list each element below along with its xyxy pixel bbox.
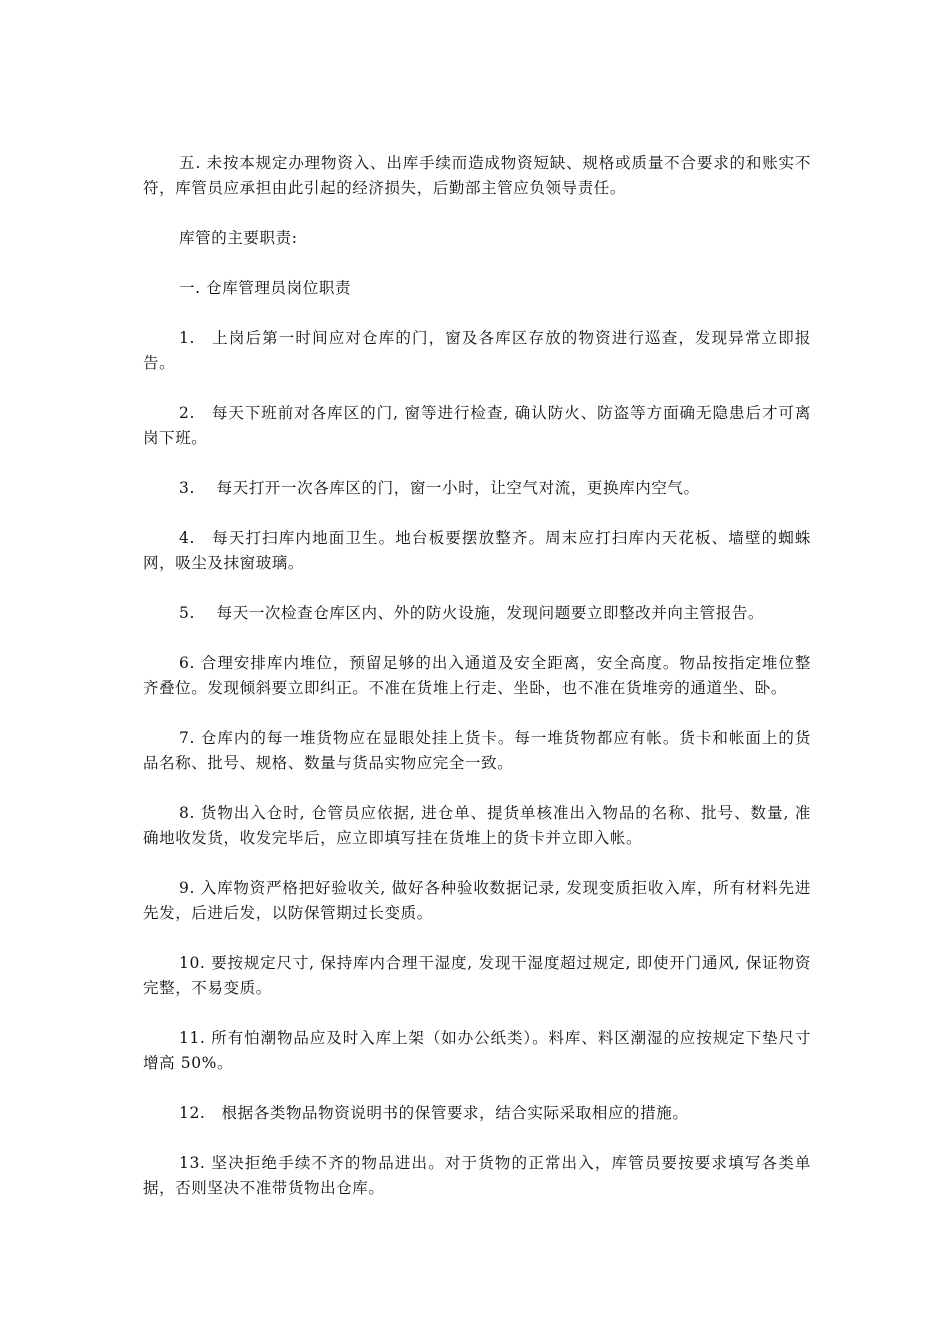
paragraph-item-1: 1. 上岗后第一时间应对仓库的门，窗及各库区存放的物资进行巡查，发现异常立即报告。: [143, 329, 811, 372]
paragraph-section-5: 五. 未按本规定办理物资入、出库手续而造成物资短缺、规格或质量不合要求的和账实不符，库管员应承担由此引起的经济损失，后勤部主管应负领导责任。: [143, 154, 811, 197]
paragraph-item-11: 11. 所有怕潮物品应及时入库上架（如办公纸类）。料库、料区潮湿的应按规定下垫尺寸增高 50%。: [143, 1029, 811, 1072]
paragraph-item-9: 9. 入库物资严格把好验收关, 做好各种验收数据记录, 发现变质拒收入库，所有材料先进先发，后进后发，以防保管期过长变质。: [143, 879, 811, 922]
paragraph-duties-heading: 库管的主要职责:: [179, 229, 298, 247]
paragraph-section-1-heading: 一. 仓库管理员岗位职责: [179, 279, 352, 297]
paragraph-item-10: 10. 要按规定尺寸, 保持库内合理干湿度, 发现干湿度超过规定, 即使开门通风, 保证物资完整，不易变质。: [143, 954, 811, 997]
paragraph-item-8: 8. 货物出入仓时, 仓管员应依据, 进仓单、提货单核准出入物品的名称、批号、数量, 准确地收发货，收发完毕后，应立即填写挂在货堆上的货卡并立即入帐。: [143, 804, 811, 847]
paragraph-item-4: 4. 每天打扫库内地面卫生。地台板要摆放整齐。周末应打扫库内天花板、墙壁的蜘蛛网，吸尘及抹窗玻璃。: [143, 529, 811, 572]
paragraph-item-2: 2. 每天下班前对各库区的门, 窗等进行检查, 确认防火、防盗等方面确无隐患后才可离岗下班。: [143, 404, 811, 447]
paragraph-item-13: 13. 坚决拒绝手续不齐的物品进出。对于货物的正常出入，库管员要按要求填写各类单据，否则坚决不准带货物出仓库。: [143, 1154, 811, 1197]
document-body: [143, 151, 811, 1226]
paragraph-item-6: 6. 合理安排库内堆位，预留足够的出入通道及安全距离，安全高度。物品按指定堆位整齐叠位。发现倾斜要立即纠正。不准在货堆上行走、坐卧，也不准在货堆旁的通道坐、卧。: [143, 654, 811, 697]
paragraph-item-3: 3. 每天打开一次各库区的门，窗一小时，让空气对流，更换库内空气。: [179, 479, 700, 497]
paragraph-item-7: 7. 仓库内的每一堆货物应在显眼处挂上货卡。每一堆货物都应有帐。货卡和帐面上的货品名称、批号、规格、数量与货品实物应完全一致。: [143, 729, 811, 772]
paragraph-item-5: 5. 每天一次检查仓库区内、外的防火设施，发现问题要立即整改并向主管报告。: [179, 604, 765, 622]
paragraph-item-12: 12. 根据各类物品物资说明书的保管要求，结合实际采取相应的措施。: [179, 1104, 689, 1122]
